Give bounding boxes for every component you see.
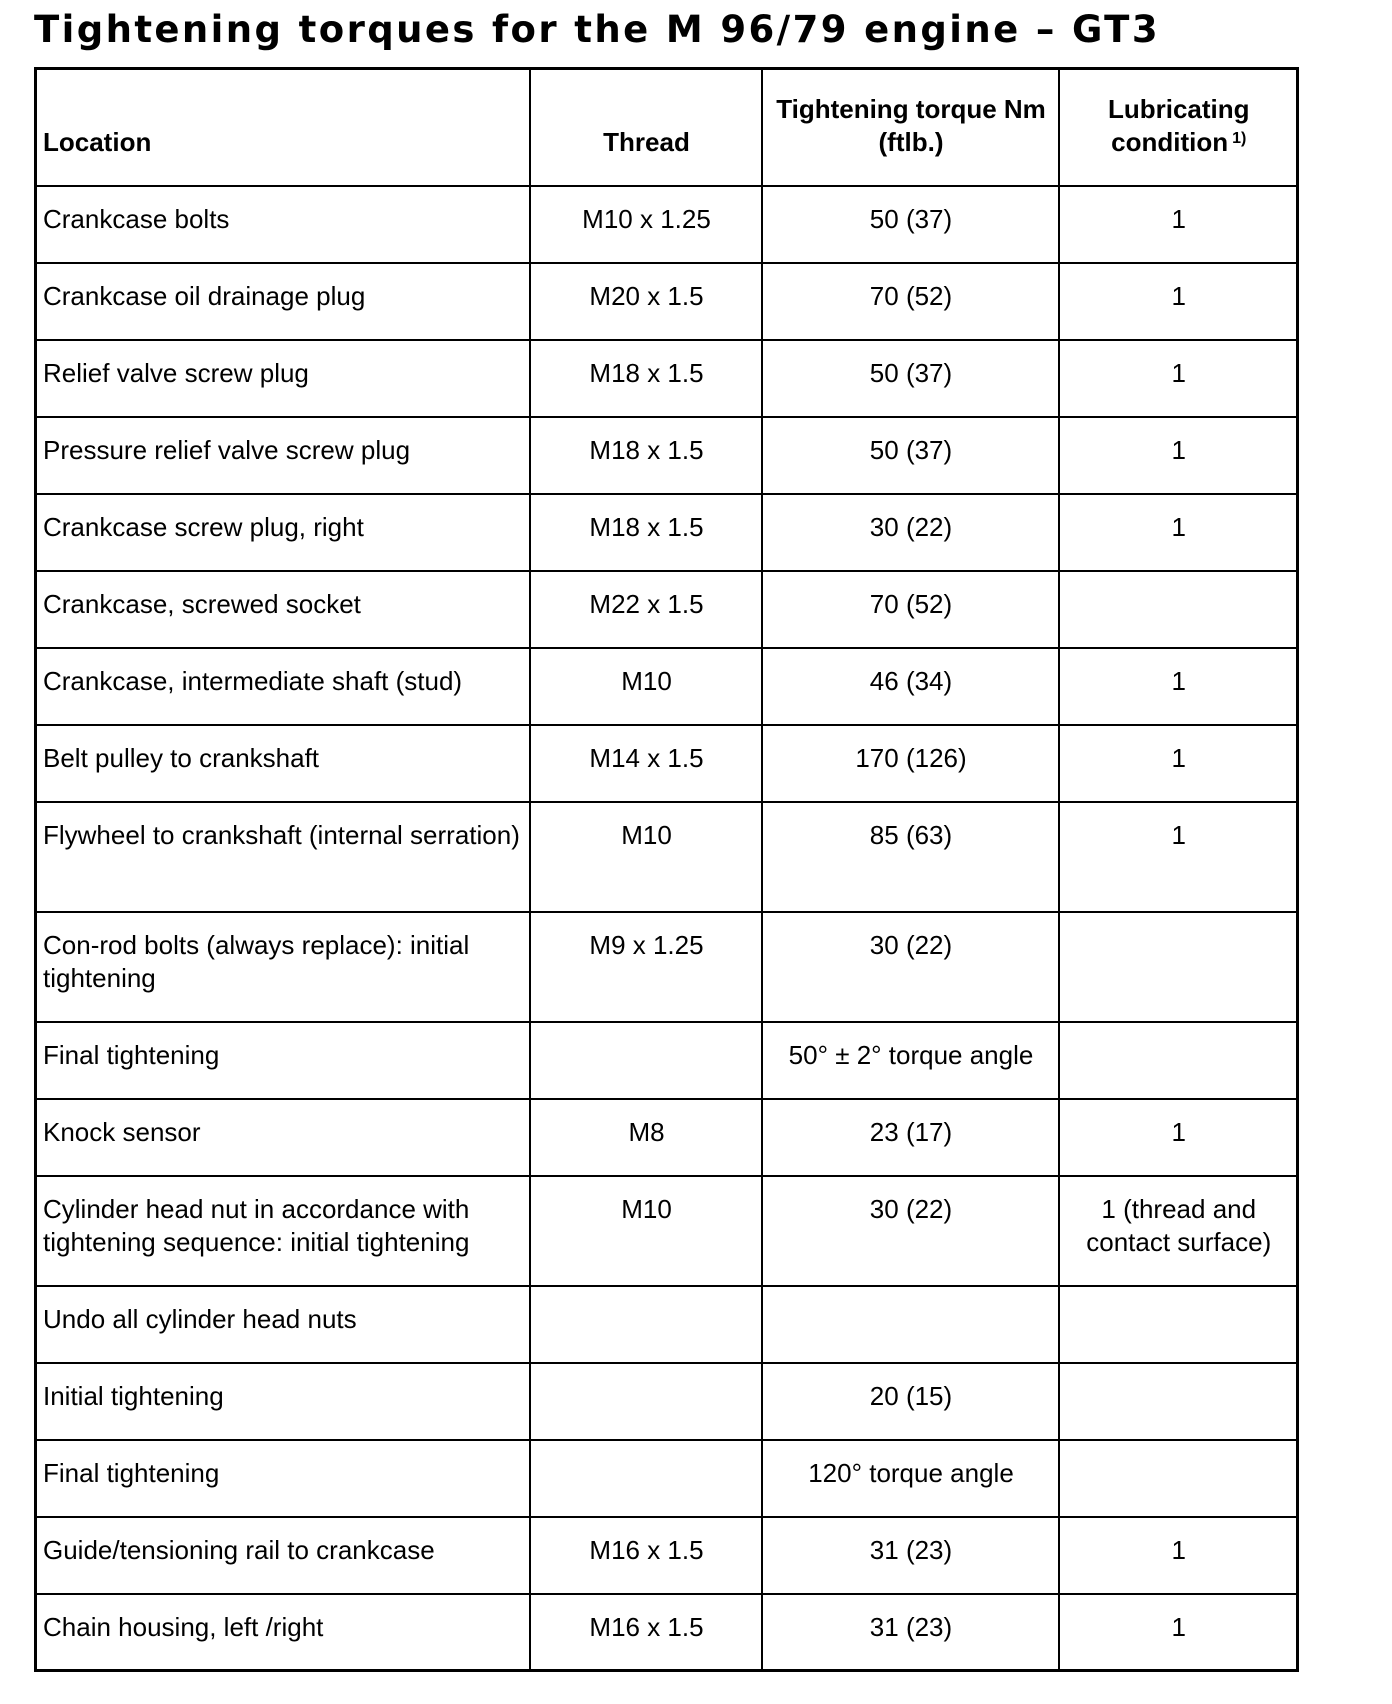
cell-lubrication: 1	[1059, 1594, 1298, 1671]
cell-lubrication: 1	[1059, 263, 1298, 340]
cell-lubrication: 1	[1059, 1517, 1298, 1594]
cell-torque: 23 (17)	[762, 1099, 1059, 1176]
table-row	[36, 186, 1298, 263]
table-row	[36, 1440, 1298, 1517]
cell-lubrication: 1	[1059, 417, 1298, 494]
table-row	[36, 417, 1298, 494]
header-torque: Tightening torque Nm (ftlb.)	[762, 69, 1059, 186]
cell-torque: 70 (52)	[762, 571, 1059, 648]
cell-torque: 30 (22)	[762, 912, 1059, 1022]
cell-thread: M18 x 1.5	[530, 417, 762, 494]
cell-thread: M14 x 1.5	[530, 725, 762, 802]
cell-thread: M10	[530, 1176, 762, 1286]
cell-thread: M20 x 1.5	[530, 263, 762, 340]
cell-lubrication: 1	[1059, 340, 1298, 417]
cell-torque: 30 (22)	[762, 494, 1059, 571]
table-row	[36, 648, 1298, 725]
cell-thread: M10	[530, 648, 762, 725]
cell-thread: M16 x 1.5	[530, 1594, 762, 1671]
table-row	[36, 1099, 1298, 1176]
cell-lubrication: 1	[1059, 186, 1298, 263]
cell-torque: 30 (22)	[762, 1176, 1059, 1286]
cell-torque: 50 (37)	[762, 417, 1059, 494]
header-thread: Thread	[530, 69, 762, 186]
cell-thread	[530, 1440, 762, 1517]
cell-thread: M9 x 1.25	[530, 912, 762, 1022]
cell-location: Undo all cylinder head nuts	[36, 1286, 530, 1363]
cell-torque: 46 (34)	[762, 648, 1059, 725]
cell-torque: 31 (23)	[762, 1517, 1059, 1594]
cell-thread: M10	[530, 802, 762, 912]
table-row	[36, 1363, 1298, 1440]
table-header-row	[36, 69, 1298, 186]
cell-lubrication	[1059, 912, 1298, 1022]
cell-thread: M8	[530, 1099, 762, 1176]
cell-thread: M16 x 1.5	[530, 1517, 762, 1594]
cell-thread	[530, 1286, 762, 1363]
cell-lubrication: 1	[1059, 494, 1298, 571]
cell-thread: M18 x 1.5	[530, 340, 762, 417]
cell-location: Crankcase, intermediate shaft (stud)	[36, 648, 530, 725]
cell-lubrication	[1059, 1440, 1298, 1517]
table-row	[36, 1022, 1298, 1099]
cell-location: Crankcase screw plug, right	[36, 494, 530, 571]
cell-location: Relief valve screw plug	[36, 340, 530, 417]
cell-lubrication: 1 (thread and contact surface)	[1059, 1176, 1298, 1286]
table-row	[36, 1286, 1298, 1363]
cell-location: Crankcase, screwed socket	[36, 571, 530, 648]
cell-lubrication: 1	[1059, 802, 1298, 912]
cell-torque: 31 (23)	[762, 1594, 1059, 1671]
cell-location: Cylinder head nut in accordance with tightening sequence: initial tightening	[36, 1176, 530, 1286]
table-row	[36, 1176, 1298, 1286]
cell-location: Knock sensor	[36, 1099, 530, 1176]
cell-thread	[530, 1022, 762, 1099]
cell-torque	[762, 1286, 1059, 1363]
torque-table	[34, 67, 1299, 1672]
cell-location: Guide/tensioning rail to crankcase	[36, 1517, 530, 1594]
table-row	[36, 802, 1298, 912]
table-row	[36, 340, 1298, 417]
cell-location: Pressure relief valve screw plug	[36, 417, 530, 494]
table-row	[36, 494, 1298, 571]
cell-torque: 20 (15)	[762, 1363, 1059, 1440]
cell-torque: 50 (37)	[762, 340, 1059, 417]
cell-lubrication: 1	[1059, 725, 1298, 802]
footnote-marker: 1)	[1232, 129, 1247, 147]
header-location: Location	[36, 69, 530, 186]
cell-location: Initial tightening	[36, 1363, 530, 1440]
table-row	[36, 725, 1298, 802]
table-row	[36, 1517, 1298, 1594]
cell-lubrication: 1	[1059, 1099, 1298, 1176]
cell-lubrication: 1	[1059, 648, 1298, 725]
cell-torque: 120° torque angle	[762, 1440, 1059, 1517]
cell-location: Crankcase bolts	[36, 186, 530, 263]
table-row	[36, 571, 1298, 648]
cell-thread: M22 x 1.5	[530, 571, 762, 648]
cell-lubrication	[1059, 1286, 1298, 1363]
cell-lubrication	[1059, 1363, 1298, 1440]
cell-location: Crankcase oil drainage plug	[36, 263, 530, 340]
cell-lubrication	[1059, 571, 1298, 648]
cell-location: Final tightening	[36, 1022, 530, 1099]
cell-torque: 50 (37)	[762, 186, 1059, 263]
cell-location: Chain housing, left /right	[36, 1594, 530, 1671]
table-row	[36, 263, 1298, 340]
cell-torque: 85 (63)	[762, 802, 1059, 912]
cell-torque: 70 (52)	[762, 263, 1059, 340]
header-lubrication-label: Lubricating condition	[1107, 93, 1250, 157]
table-row	[36, 1594, 1298, 1671]
cell-location: Final tightening	[36, 1440, 530, 1517]
cell-location: Flywheel to crankshaft (internal serration)	[36, 802, 530, 912]
cell-lubrication	[1059, 1022, 1298, 1099]
cell-thread: M18 x 1.5	[530, 494, 762, 571]
cell-thread: M10 x 1.25	[530, 186, 762, 263]
page-title: Tightening torques for the M 96/79 engine – GT3	[34, 8, 1160, 51]
table-row	[36, 912, 1298, 1022]
header-lubrication	[1059, 69, 1298, 186]
cell-location: Con-rod bolts (always replace): initial tightening	[36, 912, 530, 1022]
cell-location: Belt pulley to crankshaft	[36, 725, 530, 802]
cell-torque: 170 (126)	[762, 725, 1059, 802]
cell-torque: 50° ± 2° torque angle	[762, 1022, 1059, 1099]
cell-thread	[530, 1363, 762, 1440]
